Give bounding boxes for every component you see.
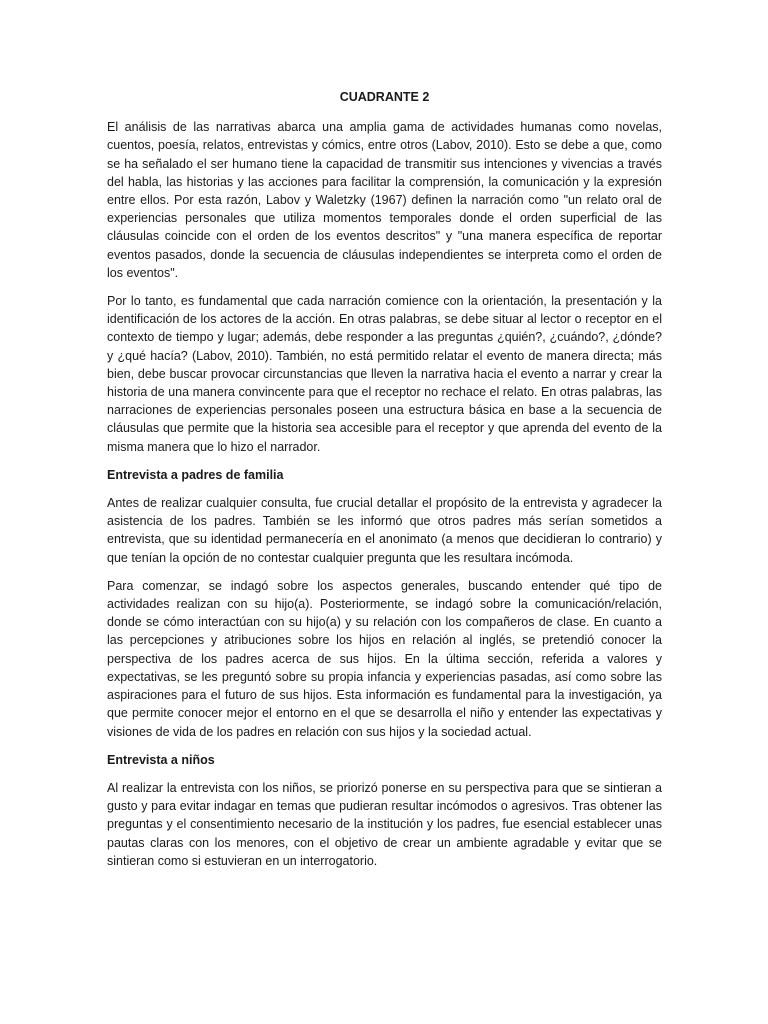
- section-heading-parents: Entrevista a padres de familia: [107, 467, 284, 482]
- parents-paragraph-2: Para comenzar, se indagó sobre los aspectos generales, buscando entender qué tipo de actividades realizan con su hijo(a). Posteriormente, se indagó sobre la comunicación/relación, donde se cómo interactúan con su hijo(a) y su relación con los compañeros de clase. En cuanto a las percepciones y atribuciones sobre los hijos en relación al inglés, se pretendió conocer la perspectiva de los padres acerca de sus hijos. En la última sección, referida a valores y expectativas, se les preguntó sobre su propia infancia y experiencias pasadas, así como sobre las aspiraciones para el futuro de sus hijos. Esta información es fundamental para la investigación, ya que permite conocer mejor el entorno en el que se desarrolla el niño y entender las expectativas y visiones de vida de los padres en relación con sus hijos y la sociedad actual.: [107, 578, 662, 739]
- intro-paragraph-2: Por lo tanto, es fundamental que cada narración comience con la orientación, la presentación y la identificación de los actores de la acción. En otras palabras, se debe situar al lector o receptor en el contexto de tiempo y lugar; además, debe responder a las preguntas ¿quién?, ¿cuándo?, ¿dónde? y ¿qué hacía? (Labov, 2010). También, no está permitido relatar el evento de manera directa; más bien, debe buscar provocar circunstancias que lleven la narrativa hacia el evento a narrar y crear la historia de una manera convincente para que el receptor no rechace el relato. En otras palabras, las narraciones de experiencias personales poseen una estructura básica en base a la secuencia de cláusulas que permite que la historia sea accesible para el receptor y que aprenda del evento de la misma manera que lo hizo el narrador.: [107, 294, 662, 454]
- intro-paragraph-1: El análisis de las narrativas abarca una amplia gama de actividades humanas como novelas, cuentos, poesía, relatos, entrevistas y cómics, entre otros (Labov, 2010). Esto se debe a que, como se ha señalado el ser humano tiene la capacidad de transmitir sus intenciones y vivencias a través del habla, las historias y las acciones para facilitar la comprensión, la comunicación y la expresión entre ellos. Por esta razón, Labov y Waletzky (1967) definen la narración como "un relato oral de experiencias personales que utiliza momentos temporales donde el orden superficial de las cláusulas coincide con el orden de los eventos descritos" y "una manera específica de reportar eventos pasados, donde la secuencia de cláusulas independientes se interpreta como el orden de los eventos".: [107, 120, 662, 280]
- children-paragraph-1: Al realizar la entrevista con los niños, se priorizó ponerse en su perspectiva para que se sintieran a gusto y para evitar indagar en temas que pudieran resultar incómodos o agresivos. Tras obtener las preguntas y el consentimiento necesario de la institución y los padres, fue esencial establecer unas pautas claras con los menores, con el objetivo de crear un ambiente agradable y evitar que se sintieran como si estuvieran en un interrogatorio.: [107, 780, 662, 868]
- parents-paragraph-1: Antes de realizar cualquier consulta, fue crucial detallar el propósito de la entrevista y agradecer la asistencia de los padres. También se les informó que otros padres más serían sometidos a entrevista, que su identidad permanecería en el anonimato (a menos que decidieran lo contrario) y que tenían la opción de no contestar cualquier pregunta que les resultara incómoda.: [107, 496, 662, 565]
- section-heading-children: Entrevista a niños: [107, 752, 215, 767]
- document-page: [107, 88, 662, 880]
- document-title: CUADRANTE 2: [339, 90, 430, 104]
